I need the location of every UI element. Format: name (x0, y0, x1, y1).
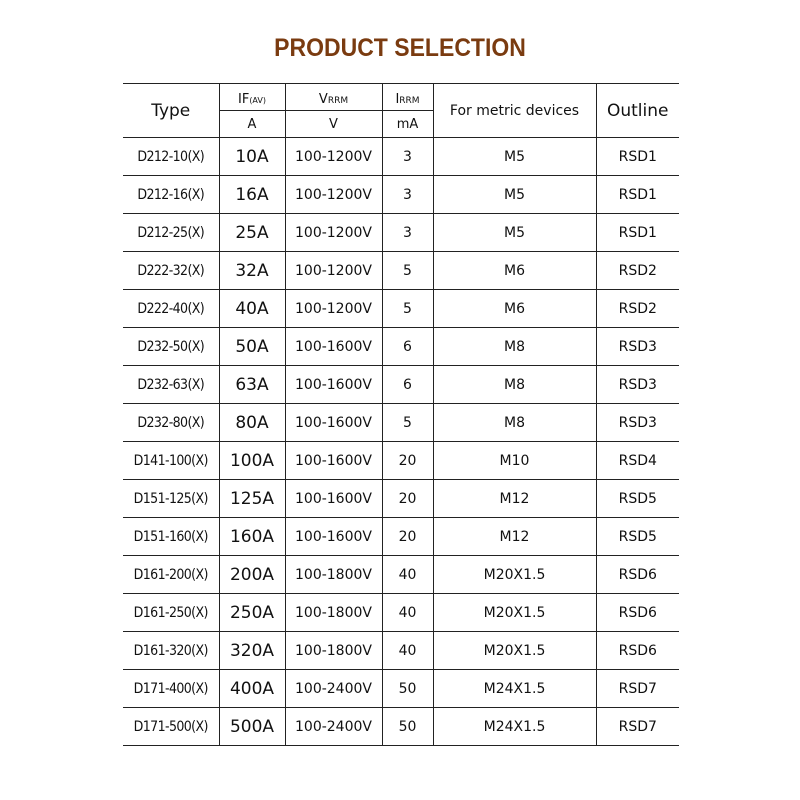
cell-if: 50A (219, 328, 285, 366)
cell-metric: M6 (433, 252, 596, 290)
cell-irrm: 50 (382, 708, 433, 746)
cell-type: D151-125(X) (123, 480, 219, 518)
cell-vrrm: 100-1200V (285, 138, 382, 176)
cell-type: D171-400(X) (123, 670, 219, 708)
cell-if: 160A (219, 518, 285, 556)
cell-if: 32A (219, 252, 285, 290)
cell-outline: RSD1 (596, 176, 679, 214)
cell-irrm: 40 (382, 594, 433, 632)
cell-irrm: 5 (382, 290, 433, 328)
cell-vrrm: 100-1600V (285, 480, 382, 518)
cell-if: 125A (219, 480, 285, 518)
cell-metric: M24X1.5 (433, 708, 596, 746)
cell-irrm: 3 (382, 138, 433, 176)
cell-metric: M8 (433, 404, 596, 442)
cell-outline: RSD1 (596, 214, 679, 252)
table-row (123, 670, 679, 708)
cell-vrrm: 100-1800V (285, 556, 382, 594)
cell-outline: RSD5 (596, 480, 679, 518)
header-irrm-unit: mA (382, 111, 433, 138)
cell-metric: M20X1.5 (433, 632, 596, 670)
cell-type: D161-320(X) (123, 632, 219, 670)
cell-type: D151-160(X) (123, 518, 219, 556)
cell-metric: M5 (433, 138, 596, 176)
header-vrrm-unit: V (285, 111, 382, 138)
header-if-symbol: IF (238, 91, 250, 107)
cell-irrm: 6 (382, 328, 433, 366)
cell-metric: M8 (433, 366, 596, 404)
cell-vrrm: 100-1200V (285, 176, 382, 214)
cell-type: D232-50(X) (123, 328, 219, 366)
header-if-unit: A (219, 111, 285, 138)
cell-vrrm: 100-1600V (285, 328, 382, 366)
cell-type: D212-25(X) (123, 214, 219, 252)
cell-metric: M20X1.5 (433, 556, 596, 594)
cell-irrm: 3 (382, 176, 433, 214)
product-selection-table (123, 83, 679, 746)
cell-if: 10A (219, 138, 285, 176)
cell-outline: RSD2 (596, 290, 679, 328)
cell-if: 400A (219, 670, 285, 708)
cell-type: D222-32(X) (123, 252, 219, 290)
cell-vrrm: 100-1200V (285, 252, 382, 290)
header-metric: For metric devices (433, 84, 596, 138)
header-vrrm-first: V (318, 91, 328, 107)
cell-outline: RSD7 (596, 670, 679, 708)
cell-metric: M12 (433, 518, 596, 556)
cell-type: D141-100(X) (123, 442, 219, 480)
cell-outline: RSD3 (596, 366, 679, 404)
cell-vrrm: 100-1600V (285, 366, 382, 404)
cell-outline: RSD6 (596, 556, 679, 594)
cell-irrm: 40 (382, 556, 433, 594)
cell-outline: RSD2 (596, 252, 679, 290)
cell-if: 16A (219, 176, 285, 214)
cell-type: D161-200(X) (123, 556, 219, 594)
cell-vrrm: 100-1200V (285, 214, 382, 252)
table-row (123, 708, 679, 746)
cell-irrm: 20 (382, 480, 433, 518)
cell-metric: M8 (433, 328, 596, 366)
cell-metric: M5 (433, 176, 596, 214)
cell-vrrm: 100-1600V (285, 404, 382, 442)
table-row (123, 480, 679, 518)
cell-irrm: 40 (382, 632, 433, 670)
cell-if: 100A (219, 442, 285, 480)
cell-type: D232-63(X) (123, 366, 219, 404)
cell-if: 25A (219, 214, 285, 252)
header-if-sub: (AV) (249, 95, 266, 105)
cell-if: 63A (219, 366, 285, 404)
cell-vrrm: 100-1600V (285, 442, 382, 480)
cell-vrrm: 100-1800V (285, 632, 382, 670)
table-row (123, 442, 679, 480)
cell-outline: RSD3 (596, 328, 679, 366)
cell-type: D171-500(X) (123, 708, 219, 746)
cell-if: 80A (219, 404, 285, 442)
cell-irrm: 20 (382, 442, 433, 480)
cell-if: 250A (219, 594, 285, 632)
cell-type: D212-16(X) (123, 176, 219, 214)
cell-type: D212-10(X) (123, 138, 219, 176)
cell-vrrm: 100-2400V (285, 670, 382, 708)
table-row (123, 176, 679, 214)
cell-type: D232-80(X) (123, 404, 219, 442)
cell-outline: RSD4 (596, 442, 679, 480)
cell-outline: RSD6 (596, 632, 679, 670)
table-row (123, 214, 679, 252)
table-row (123, 328, 679, 366)
cell-vrrm: 100-2400V (285, 708, 382, 746)
cell-irrm: 5 (382, 252, 433, 290)
cell-metric: M6 (433, 290, 596, 328)
cell-irrm: 5 (382, 404, 433, 442)
table-row (123, 366, 679, 404)
page-title: PRODUCT SELECTION (274, 34, 526, 62)
cell-outline: RSD7 (596, 708, 679, 746)
header-row (123, 84, 679, 111)
table-row (123, 404, 679, 442)
header-outline: Outline (596, 84, 679, 138)
table-row (123, 632, 679, 670)
header-irrm-rest: RRM (399, 95, 420, 106)
cell-type: D222-40(X) (123, 290, 219, 328)
cell-vrrm: 100-1800V (285, 594, 382, 632)
cell-irrm: 6 (382, 366, 433, 404)
cell-type: D161-250(X) (123, 594, 219, 632)
header-irrm-first: I (395, 91, 400, 107)
cell-if: 500A (219, 708, 285, 746)
cell-vrrm: 100-1600V (285, 518, 382, 556)
cell-vrrm: 100-1200V (285, 290, 382, 328)
cell-metric: M24X1.5 (433, 670, 596, 708)
header-irrm (382, 84, 433, 111)
table-row (123, 290, 679, 328)
table-row (123, 556, 679, 594)
cell-if: 320A (219, 632, 285, 670)
header-vrrm (285, 84, 382, 111)
header-type: Type (123, 84, 219, 138)
cell-outline: RSD5 (596, 518, 679, 556)
cell-metric: M20X1.5 (433, 594, 596, 632)
cell-outline: RSD3 (596, 404, 679, 442)
cell-outline: RSD6 (596, 594, 679, 632)
table-row (123, 518, 679, 556)
cell-metric: M5 (433, 214, 596, 252)
table-row (123, 594, 679, 632)
cell-irrm: 20 (382, 518, 433, 556)
cell-irrm: 3 (382, 214, 433, 252)
cell-outline: RSD1 (596, 138, 679, 176)
table-row (123, 252, 679, 290)
cell-if: 40A (219, 290, 285, 328)
header-if (219, 84, 285, 111)
cell-irrm: 50 (382, 670, 433, 708)
table-row (123, 138, 679, 176)
header-vrrm-rest: RRM (327, 95, 349, 106)
cell-metric: M10 (433, 442, 596, 480)
cell-if: 200A (219, 556, 285, 594)
cell-metric: M12 (433, 480, 596, 518)
